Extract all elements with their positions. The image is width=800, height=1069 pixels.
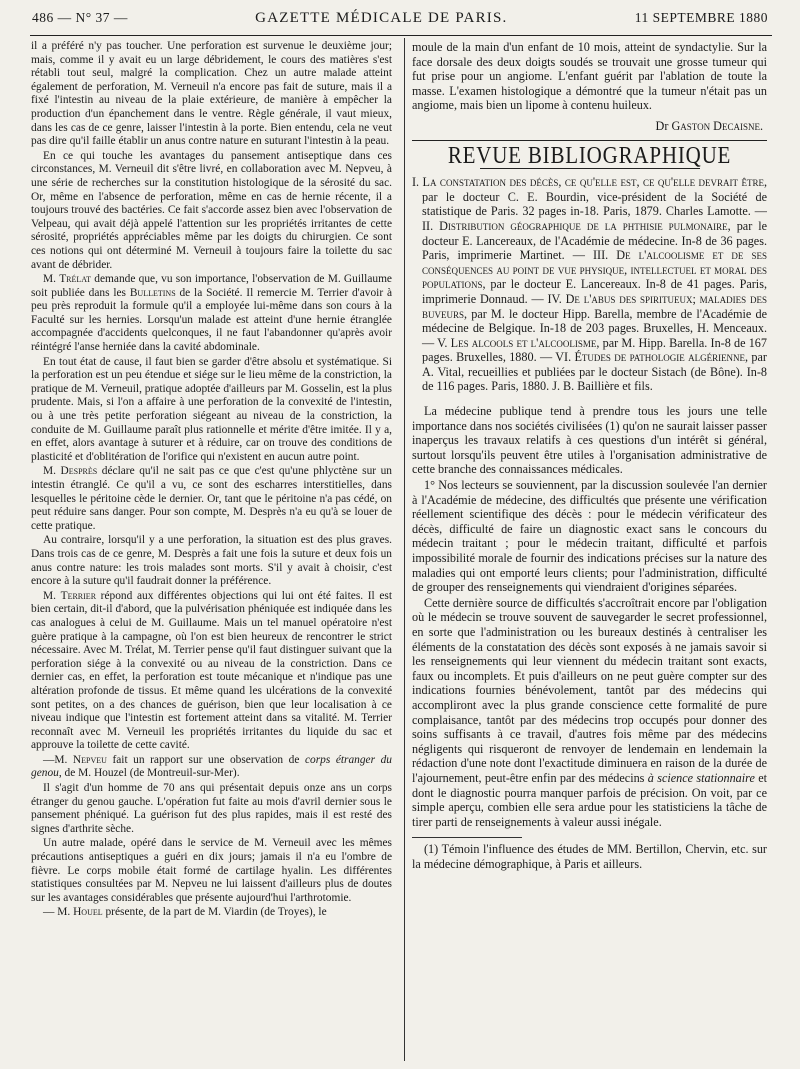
issue-date: 11 SEPTEMBRE 1880 bbox=[634, 10, 768, 25]
speaker-name: Desprès bbox=[60, 465, 98, 478]
section-header bbox=[412, 140, 767, 170]
header-rule bbox=[30, 35, 772, 36]
paragraph: M. Desprès déclare qu'il ne sait pas ce que c'est qu'une phlyctène sur un intestin étranglé. Ce qu'il a vu, ce sont des escharres interstitielles, dans lesquelles le péritoine cède le dernier. Or, tant que le péritoine n'a pas cédé, on peut réduire sans danger. Pour son compte, M. Desprès n'a eu qu'à se louer de cette pratique. bbox=[31, 465, 392, 532]
bibliography-list: I. La constatation des décès, ce qu'elle est, ce qu'elle devrait être, par le docteur C. E. Bourdin, vice-président de la Société de statistique de Paris. 32 pages in-18. Paris, 1879. Charles Lamotte. — II. Distribution géographique de la phthisie pulmonaire, par le docteur E. Lancereaux, de l'Académie de médecine. In-8 de 36 pages. Paris, imprimerie Martinet. — III. De l'alcoolisme et de ses conséquences au point de vue physique, intellectuel et moral des populations, par le docteur E. Lancereaux. In-8 de 41 pages. Paris, imprimerie Donnaud. — IV. De l'abus des spiritueux; maladies des buveurs, par M. le docteur Hipp. Barella, membre de l'Académie de médecine de Belgique. In-18 de 203 pages. Bruxelles, H. Menceaux. — V. Les alcools et l'alcoolisme, par M. Hipp. Barella. In-8 de 167 pages. Bruxelles, 1880. — VI. Études de pathologie algérienne, par A. Vital, recueillies et publiées par le docteur Sistach (de Bône). In-8 de 116 pages. Paris, 1880. J. B. Baillière et fils. bbox=[412, 175, 767, 394]
paragraph: moule de la main d'un enfant de 10 mois, atteint de syndactylie. Sur la face dorsale des deux doigts soudés se trouvait une grosse tumeur qui fut prise pour un angiome. L'enfant guérit par l'ablation de toute la masse. L'examen histologique a démontré que la tumeur n'était pas un angiome, mais bien un lipome à contenu huileux. bbox=[412, 40, 767, 113]
speaker-name: Trélat bbox=[59, 273, 92, 286]
paragraph: La médecine publique tend à prendre tous les jours une telle importance dans nos sociétés civilisées (1) qu'on ne saurait laisser passer inaperçus les travaux relatifs à ces questions d'un intérêt si général, surtout lorsqu'ils peuvent être utiles à l'organisation administrative de cette branche des connaissances médicales. bbox=[412, 404, 767, 477]
page-header bbox=[32, 10, 768, 34]
author-signature: Dr Gaston Decaisne. bbox=[655, 118, 763, 133]
right-column bbox=[412, 40, 767, 1065]
footnote-rule bbox=[412, 837, 522, 838]
paragraph: —M. Nepveu fait un rapport sur une observation de corps étranger du genou, de M. Houzel (de Montreuil-sur-Mer). bbox=[31, 753, 392, 780]
paragraph: il a préféré n'y pas toucher. Une perforation est survenue le deuxième jour; mais, comme il y avait eu un large débridement, le cours des matières s'est rétabli tout seul, malgré la complication. Chez un autre malade atteint également de perforation, M. Verneuil n'a encore pas fait de suture, mais il a fixé l'intestin au niveau de la plaie extérieure, de manière à empêcher la production d'un épanchement dans le ventre. Règle générale, il vaut mieux, dans les cas de ce genre, laisser l'intestin à la porte. Bien entendu, cela ne veut pas dire qu'il faille établir un anus contre nature en suturant l'intestin à la peau. bbox=[31, 40, 392, 148]
paragraph: Cette dernière source de difficultés s'accroîtrait encore par l'obligation où le médecin se trouve souvent de sauvegarder le secret professionnel, en sorte que l'administration ou les bureaux destinés à centraliser les éléments de la constatation des décès sont exposés à ne jamais savoir si les renseignements qui leur viennent du médecin traitant sont exacts, faux ou incomplets. Et puis d'ailleurs on ne peut guère compter sur des indications fournies bénévolement, tantôt par des médecins qui accompliront avec la plus grande conscience cette formalité de pure complaisance, tantôt par des médecins trop occupés pour donner des soins suffisants à ce travail, d'autres fois même par des médecins négligents qui risqueront de renvoyer de lendemain en lendemain la rédaction d'une note dont l'exactitude diminuera en raison de la durée de l'ajournement, peut-être enfin par des médecins à science stationnaire et dont le diagnostic pourra manquer parfois de précision. On voit, par ce simple aperçu, combien elle sera ardue pour les statisticiens la tâche de tirer parti de renseignements à valeur aussi inégale. bbox=[412, 595, 767, 829]
speaker-name: Nepveu bbox=[72, 753, 107, 766]
left-column bbox=[31, 40, 392, 1065]
column-divider bbox=[404, 38, 405, 1061]
paragraph: Un autre malade, opéré dans le service de M. Verneuil avec les mêmes précautions antiseptiques a guéri en dix jours; jamais il n'a eu l'ombre de fièvre. Le corps mobile était formé de cartilage hyalin. Les différentes statistiques consultées par M. Nepveu ne lui laissent d'ailleurs plus de doutes sur les avantages considérables que présente aujourd'hui l'arthrotomie. bbox=[31, 837, 392, 904]
paragraph: Au contraire, lorsqu'il y a une perforation, la situation est des plus graves. Dans trois cas de ce genre, M. Desprès a fait une fois la suture et deux fois un anus contre nature: les trois malades sont morts. S'il y avait à choisir, c'est encore à la suture qu'il faudrait donner la préférence. bbox=[31, 534, 392, 588]
paragraph: M. Trélat demande que, vu son importance, l'observation de M. Guillaume soit publiée dans les Bulletins de la Société. Il remercie M. Terrier d'avoir à peu près reproduit la formule qu'il a employée lui-même dans son cours à la Faculté sur les hernies. Lorsqu'un malade est atteint d'une hernie étranglée accompagnée d'accidents quelconques, il ne faut l'abandonner qu'après avoir réintégré l'anse herniée dans la cavité abdominale. bbox=[31, 273, 392, 354]
paragraph: 1° Nos lecteurs se souviennent, par la discussion soulevée l'an dernier à l'Académie de médecine, des difficultés que présente une vérification réellement scientifique des décès : pour le médecin vérificateur des décès, difficulté de faire un diagnostic exact sans le concours du médecin traitant ; pour le médecin traitant, difficulté et parfois impossibilité morale de fournir des indications précises sur la nature des maladies qui ont emporté leurs clients; pour l'administration, difficulté de grouper des renseignements qui viendraient d'origines séparées. bbox=[412, 478, 767, 595]
speaker-name: Houel bbox=[73, 906, 103, 919]
speaker-name: Terrier bbox=[60, 589, 97, 602]
paragraph: M. Terrier répond aux différentes objections qui lui ont été faites. Il est bien certain, dit-il d'abord, que la pulvérisation phéniquée est indiquée dans les cas analogues à celui de M. Guillaume. Mais un tel manuel opératoire n'est guère pratique à la campagne, où l'on est bien heureux de rencontrer le strict nécessaire. Avec M. Trélat, M. Terrier pense qu'il faut distinguer suivant que la perforation siége à la convexité ou au niveau de la constriction. Dans ce dernier cas, en effet, la perforation est toute mécanique et n'indique pas une altération profonde de tissus. Et même quand les ulcérations de la convexité sont petites, on a des chances de guérison, bien que leur localisation à ce niveau indique que l'intestin est fortement atteint dans sa vitalité. M. Terrier reconnaît avec M. Verneuil les propriétés irritantes du liquide du sac et approuve la toilette de cette cavité. bbox=[31, 589, 392, 752]
journal-title: GAZETTE MÉDICALE DE PARIS. bbox=[255, 10, 508, 26]
paragraph: En tout état de cause, il faut bien se garder d'être absolu et systématique. Si la perforation est un peu étendue et siége sur le lieu même de la constriction, la pratique de M. Verneuil, pratique adoptée d'ailleurs par M. Gosselin, est la plus prudente. Mais, si l'on a affaire à une perforation de la convexité de l'intestin, ou à une très petite perforation siégeant au niveau de la constriction, la conduite de M. Guillaume paraît plus rationnelle et mérite d'être imitée. Il y a, en effet, alors avantage à suturer et à réduire, car on trouve des conditions de plasticité et d'oblitération de l'orifice qui n'existent en aucun autre point. bbox=[31, 355, 392, 463]
paragraph: En ce qui touche les avantages du pansement antiseptique dans ces circonstances, M. Verneuil dit s'être livré, en collaboration avec M. Nepveu, à une série de recherches sur la constitution histologique de la sérosité du sac. Or, même en l'absence de perforation, même en cas de hernie récente, il a toujours trouvé des bactéries. Ce fait s'accorde assez bien avec l'observation de Velpeau, qui avait déjà appelé l'attention sur les propriétés irritantes de cette sérosité, propriétés appréciables même par les doigts du chirurgien. Ce sont ces notions qui ont déterminé M. Verneuil à toujours faire la toilette du sac avant de débrider. bbox=[31, 149, 392, 271]
paragraph: — M. Houel présente, de la part de M. Viardin (de Troyes), le bbox=[43, 906, 327, 919]
page-number: 486 — N° 37 — bbox=[32, 10, 128, 25]
section-title: REVUE BIBLIOGRAPHIQUE bbox=[447, 140, 732, 169]
paragraph: Il s'agit d'un homme de 70 ans qui présentait depuis onze ans un corps étranger du genou gauche. L'opération fut faite au mois d'avril dernier sous le pansement phéniqué. La guérison fut des plus rapides, mais il est resté des signes d'arthrite sèche. bbox=[31, 782, 392, 835]
footnote: (1) Témoin l'influence des études de MM. Bertillon, Chervin, etc. sur la médecine démographique, à Paris et ailleurs. bbox=[412, 842, 767, 871]
